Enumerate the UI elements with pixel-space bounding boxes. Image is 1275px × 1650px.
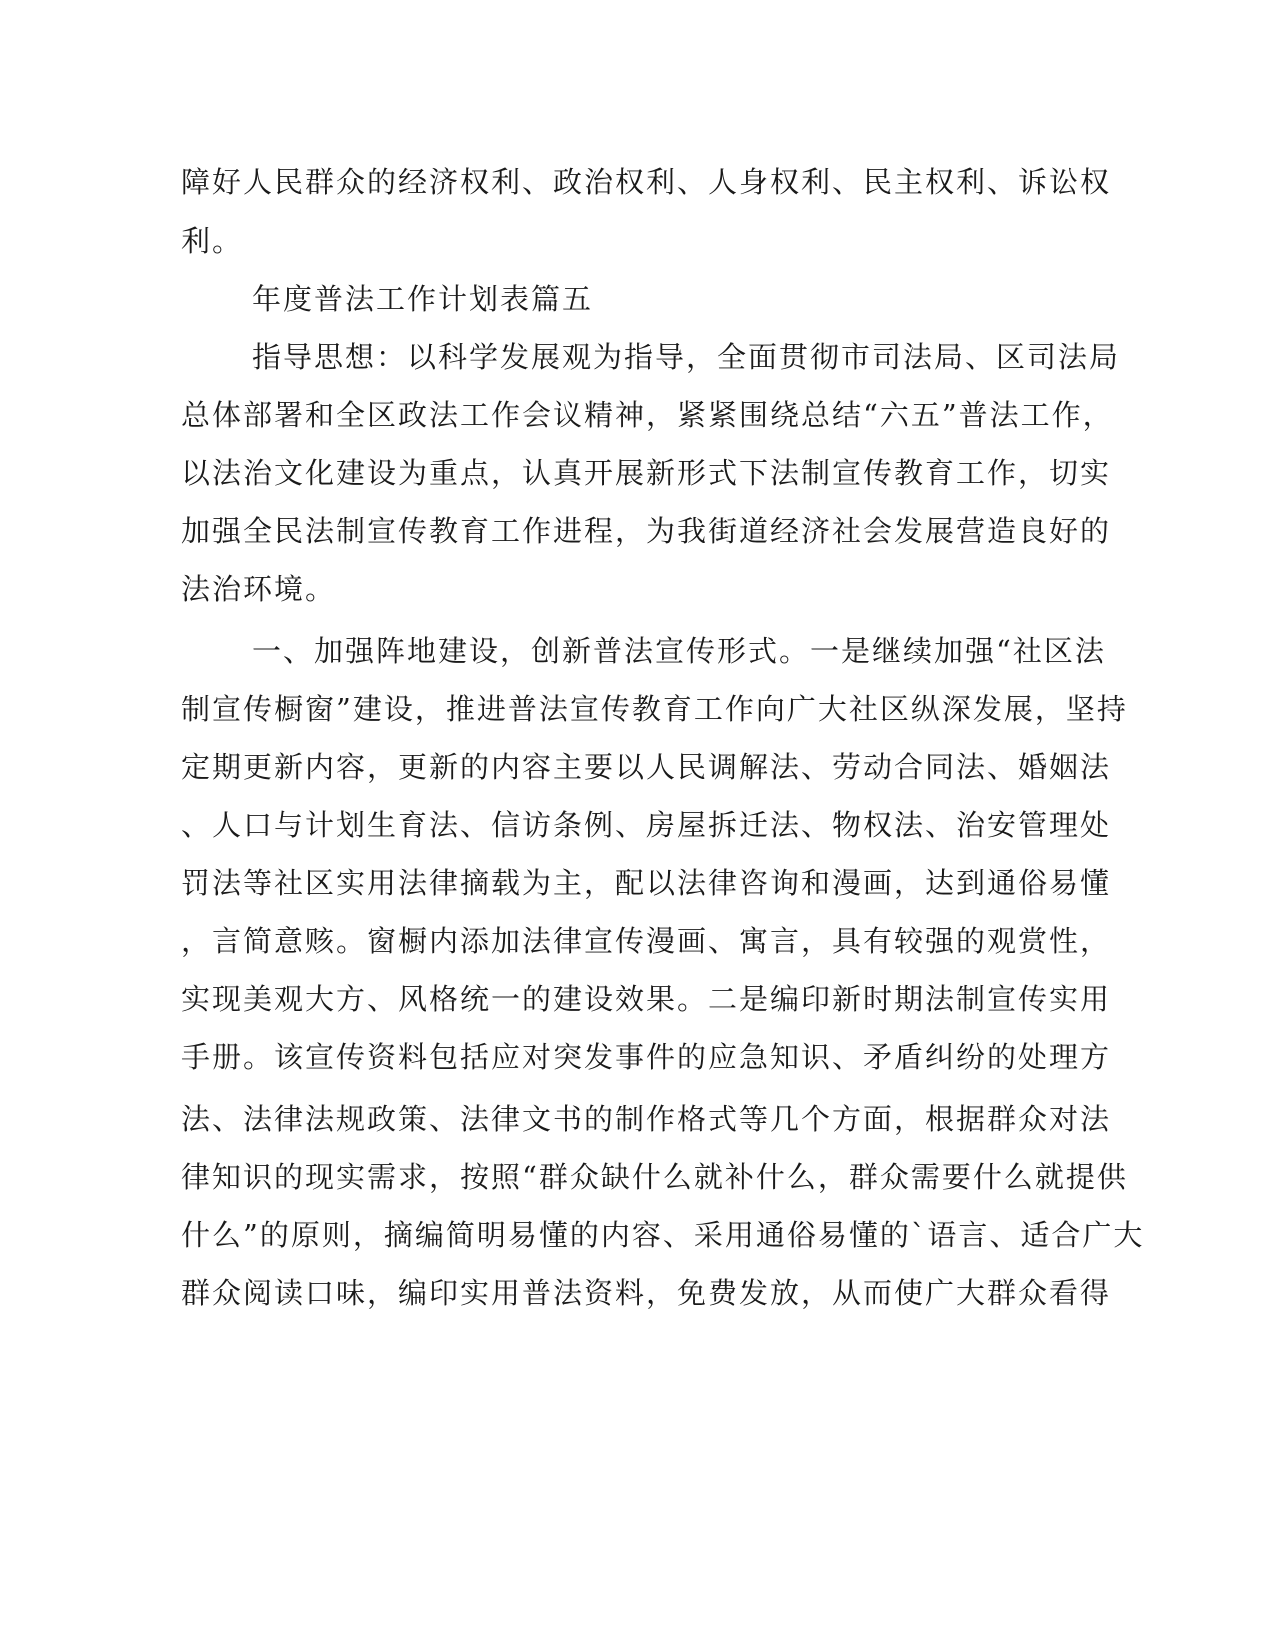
text-line: 罚法等社区实用法律摘载为主，配以法律咨询和漫画，达到通俗易懂 <box>181 866 1112 900</box>
text-line: 一、加强阵地建设，创新普法宣传形式。一是继续加强“社区法 <box>252 634 1106 668</box>
text-line: 指导思想：以科学发展观为指导，全面贯彻市司法局、区司法局 <box>252 340 1121 374</box>
text-line: 实现美观大方、风格统一的建设效果。二是编印新时期法制宣传实用 <box>181 982 1112 1016</box>
text-line: 定期更新内容，更新的内容主要以人民调解法、劳动合同法、婚姻法 <box>181 750 1112 784</box>
text-line: 律知识的现实需求，按照“群众缺什么就补什么，群众需要什么就提供 <box>181 1160 1128 1194</box>
text-line: 手册。该宣传资料包括应对突发事件的应急知识、矛盾纠纷的处理方 <box>181 1040 1112 1074</box>
text-line: 障好人民群众的经济权利、政治权利、人身权利、民主权利、诉讼权 <box>181 165 1112 199</box>
text-line: 群众阅读口味，编印实用普法资料，免费发放，从而使广大群众看得 <box>181 1276 1112 1310</box>
text-line: 利。 <box>181 224 244 258</box>
text-line: 法治环境。 <box>181 572 337 606</box>
text-line: 法、法律法规政策、法律文书的制作格式等几个方面，根据群众对法 <box>181 1102 1112 1136</box>
text-line: ，言简意赅。窗橱内添加法律宣传漫画、寓言，具有较强的观赏性， <box>181 924 1112 958</box>
text-line: 总体部署和全区政法工作会议精神，紧紧围绕总结“六五”普法工作， <box>181 398 1114 432</box>
text-line: 加强全民法制宣传教育工作进程，为我街道经济社会发展营造良好的 <box>181 514 1112 548</box>
text-line: 以法治文化建设为重点，认真开展新形式下法制宣传教育工作，切实 <box>181 456 1112 490</box>
text-line: 制宣传橱窗”建设，推进普法宣传教育工作向广大社区纵深发展，坚持 <box>181 692 1128 726</box>
text-line: 什么”的原则，摘编简明易懂的内容、采用通俗易懂的`语言、适合广大 <box>181 1218 1145 1252</box>
section-heading: 年度普法工作计划表篇五 <box>252 282 594 316</box>
text-line: 、人口与计划生育法、信访条例、房屋拆迁法、物权法、治安管理处 <box>181 808 1112 842</box>
